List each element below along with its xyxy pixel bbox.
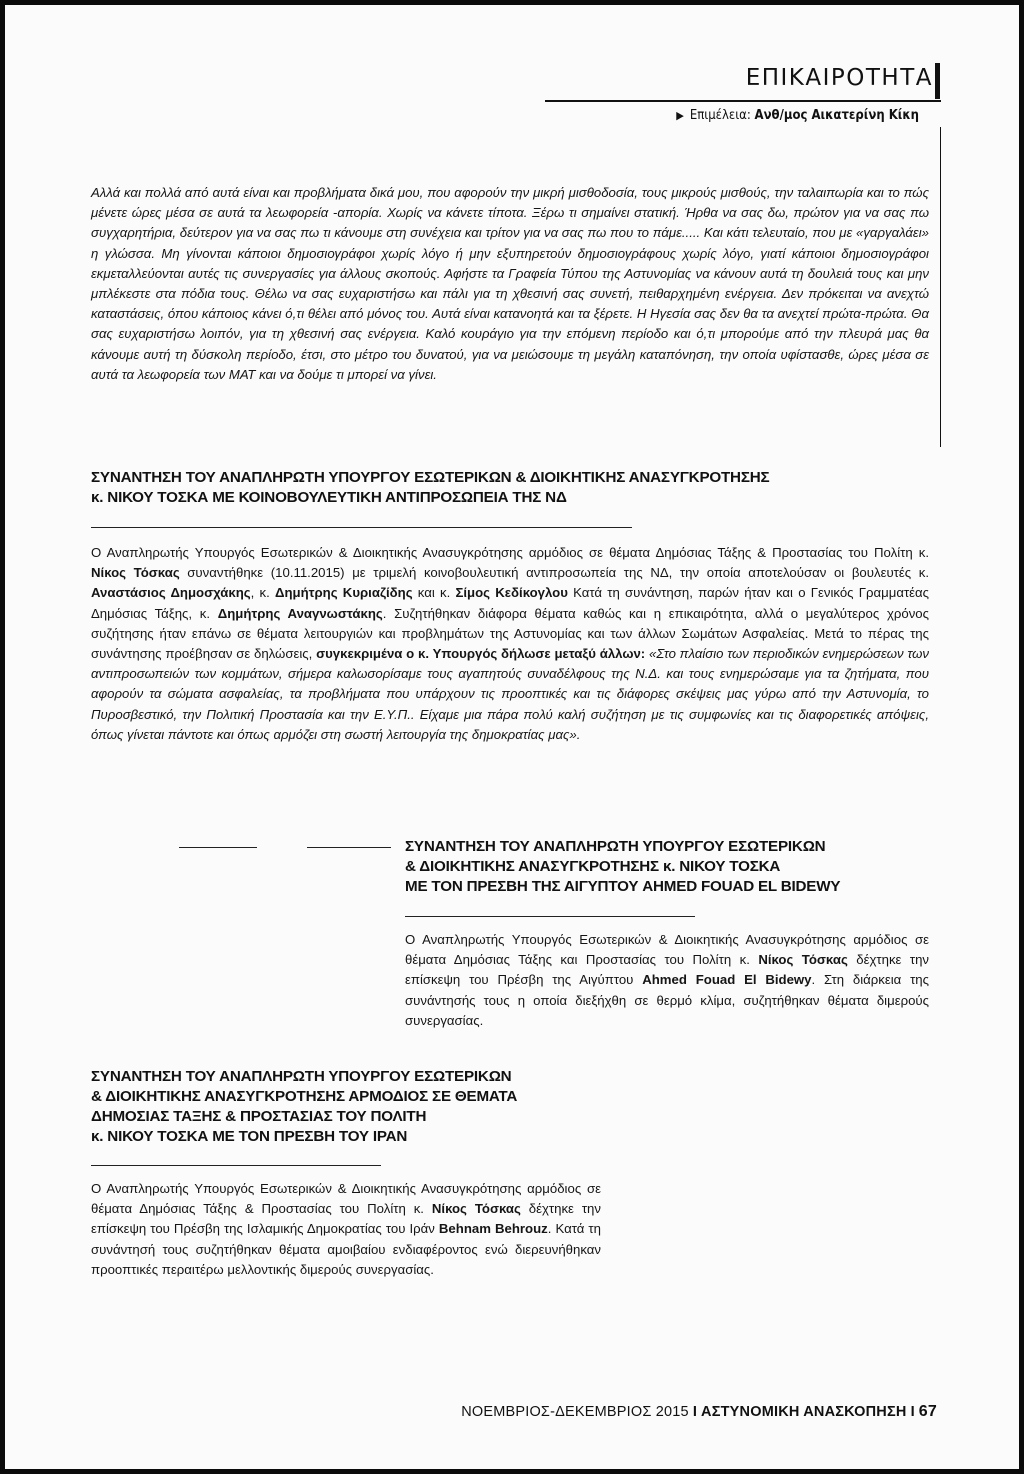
article2-heading-line2: & ΔΙΟΙΚΗΤΙΚΗΣ ΑΝΑΣΥΓΚΡΟΤΗΣΗΣ κ. ΝΙΚΟΥ ΤΟΣΚΑ [405,858,781,875]
article2-heading-line3: ΜΕ ΤΟΝ ΠΡΕΣΒΗ ΤΗΣ ΑΙΓΥΠΤΟΥ AHMED FOUAD EL BIDEWY [405,878,841,895]
article1-body [91,543,929,745]
article2-text: Ο Αναπληρωτής Υπουργός Εσωτερικών & Διοικητικής Ανασυγκρότησης αρμόδιος σε θέματα Δημόσιας Τάξης και Προστασίας του Πολίτη κ. [405,932,929,968]
article3-name-ambassador: Behnam Behrouz [438,1221,548,1237]
article1-heading-line1: ΣΥΝΑΝΤΗΣΗ ΤΟΥ ΑΝΑΠΛΗΡΩΤΗ ΥΠΟΥΡΓΟΥ ΕΣΩΤΕΡΙΚΩΝ & ΔΙΟΙΚΗΤΙΚΗΣ ΑΝΑΣΥΓΚΡΟΤΗΣΗΣ [91,469,770,486]
editor-credit [676,108,919,123]
article1-text: Κατά τη συνάντηση, παρών ήταν και ο Γενικός Γραμματέας Δημόσιας Τάξης, κ. [91,585,930,621]
footer-magazine: ΑΣΤΥΝΟΜΙΚΗ ΑΝΑΣΚΟΠΗΣΗ [701,1404,907,1420]
footer-separator: I [692,1404,698,1420]
section-title: ΕΠΙΚΑΙΡΟΤΗΤΑ [745,65,933,91]
header-rule [545,100,941,102]
article3-text: . Κατά τη συνάντησή τους συζητήθηκαν θέματα αμοιβαίου ενδιαφέροντος ενώ διερευνήθηκαν προοπτικές περαιτέρω μελλοντικής διμερούς συνεργασίας. [91,1221,601,1277]
article2-heading [405,837,945,897]
article1-name-toskas: Νίκος Τόσκας [91,565,180,581]
article3-name-toskas: Νίκος Τόσκας [431,1201,521,1217]
intro-paragraph: Αλλά και πολλά από αυτά είναι και προβλήματα δικά μου, που αφορούν την μικρή μισθοδοσία, τους μικρούς μισθούς, την ταλαιπωρία και το πώς μένετε ώρες μέσα σε αυτά τα λεωφορεία -απορία. Χωρίς να κάνετε τίποτα. Ξέρω τι σημαίνει στατική. Ήρθα να σας δω, πρώτον για να σας πω συγχαρητήρια, δεύτερον για να σας πω τι κάνουμε στη συνέχεια και τρίτον για να σας πω που το πάμε..... Και κάτι τελευταίο, που με «γαργαλάει» η γλώσσα. Μη γίνονται κάποιοι δημοσιογράφοι χωρίς λόγο ή μην εξυπηρετούν δημοσιογράφους χωρίς λόγο, γιατί κάποιοι δημοσιογράφοι εκμεταλλεύονται αυτές τις συνεργασίες για άλλους σκοπούς. Αφήστε τα Γραφεία Τύπου της Αστυνομίας να κάνουν αυτά τη δουλειά τους και μην μπλέκεστε στα πόδια τους. Θέλω να σας ευχαριστήσω και πάλι για τη χθεσινή σας συνετή, πειθαρχημένη ενέργεια. Δεν πρόκειται να ανεχτώ καταστάσεις, όπου κάποιος κάνει ό,τι θέλει από μόνος του. Αυτά είναι κατανοητά και τα ξέρετε. Η Ηγεσία σας δεν θα τα ανεχτεί πρώτα-πρώτα. Θα σας ευχαριστήσω λοιπόν, για τη χθεσινή σας ενέργεια. Καλό κουράγιο για την επόμενη περίοδο και ό,τι μπορούμε από την πλευρά μας θα κάνουμε αυτή τη δύσκολη περίοδο, έτσι, στο μέτρο του δυνατού, για να μειώσουμε τη μεγάλη καταπόνηση, την οποία υφίστασθε, ώρες μέσα σε αυτά τα λεωφορεία των ΜΑΤ και να δούμε τι μπορεί να γίνει. [91,185,929,382]
article1-name-dimosxakis: Αναστάσιος Δημοσχάκης [91,585,251,601]
article2-text: δέχτηκε την επίσκεψη του Πρέσβη της Αιγύπτου [405,952,929,988]
article2-rule [405,916,695,917]
article3-heading-line3: ΔΗΜΟΣΙΑΣ ΤΑΞΗΣ & ΠΡΟΣΤΑΣΙΑΣ ΤΟΥ ΠΟΛΙΤΗ [91,1108,427,1125]
article3-heading-line1: ΣΥΝΑΝΤΗΣΗ ΤΟΥ ΑΝΑΠΛΗΡΩΤΗ ΥΠΟΥΡΓΟΥ ΕΣΩΤΕΡΙΚΩΝ [91,1068,512,1085]
article1-quote: «Στο πλαίσιο των περιοδικών ενημερώσεων των αντιπροσωπειών των κομμάτων, σήμερα καλωσορίσαμε τους αγαπητούς συναδέλφους της Ν.Δ. και τους ενημερώσαμε για τα ζητήματα, που αφορούν τα σώματα ασφαλείας, τα προβλήματα που υπάρχουν τις προοπτικές και τις διάφορες σκέψεις μας γύρω από την Αστυνομία, το Πυροσβεστικό, την Πολιτική Προστασία και την Ε.Υ.Π.. Είχαμε μια πάρα πολύ καλή συζήτηση με τις συμφωνίες και τις διαφορετικές απόψεις, όπως γίνεται πάντοτε και όπως αρμόζει στη σωστή λειτουργία της δημοκρατίας μας». [91,646,930,742]
footer-issue: ΝΟΕΜΒΡΙΟΣ-ΔΕΚΕΜΒΡΙΟΣ 2015 [461,1404,689,1420]
article1-name-kyriazidis: Δημήτρης Κυριαζίδης [274,585,413,601]
column-rule [940,127,941,447]
article1-minister-statement-lead: συγκεκριμένα ο κ. Υπουργός δήλωσε μεταξύ άλλων: [316,646,646,662]
article2-name-ambassador: Ahmed Fouad El Bidewy [642,972,812,988]
page-number: 67 [918,1403,937,1420]
article2-text: . Στη διάρκεια της συνάντησής τους η οποία διεξήχθη σε θερμό κλίμα, συζητήθηκαν θέματα διμερούς συνεργασίας. [405,972,929,1028]
page-footer [461,1403,937,1421]
article1-text: συναντήθηκε (10.11.2015) με τριμελή κοινοβουλευτική αντιπροσωπεία της ΝΔ, την οποία αποτελούσαν οι βουλευτές κ. [179,565,929,581]
article1-text: Ο Αναπληρωτής Υπουργός Εσωτερικών & Διοικητικής Ανασυγκρότησης αρμόδιος σε θέματα Δημόσιας Τάξης & Προστασίας του Πολίτη κ. [91,545,929,560]
article3-heading-line4: κ. ΝΙΚΟΥ ΤΟΣΚΑ ΜΕ ΤΟΝ ΠΡΕΣΒΗ ΤΟΥ ΙΡΑΝ [91,1128,408,1145]
article1-name-anagnostakis: Δημήτρης Αναγνωστάκης [217,605,383,621]
section-title-bar [935,63,940,99]
editor-prefix: Επιμέλεια: [689,108,751,123]
article1-text: και κ. [412,585,456,601]
article3-heading [91,1067,611,1147]
article3-body [91,1179,601,1280]
article1-text: , κ. [250,585,275,601]
article3-text: δέχτηκε την επίσκεψη του Πρέσβη της Ισλαμικής Δημοκρατίας του Ιράν [91,1201,601,1237]
divider-short-right [307,847,391,848]
article1-rule [91,527,632,528]
article3-heading-line2: & ΔΙΟΙΚΗΤΙΚΗΣ ΑΝΑΣΥΓΚΡΟΤΗΣΗΣ ΑΡΜΟΔΙΟΣ ΣΕ ΘΕΜΑΤΑ [91,1088,518,1105]
article1-text: . Συζητήθηκαν διάφορα θέματα καθώς και η επικαιρότητα, αλλά ο μεγαλύτερος χρόνος συζήτησης ήταν επάνω σε θέματα λειτουργιών και προβλημάτων της Αστυνομίας και των άλλων Σωμάτων Ασφαλείας. Μετά το πέρας της συνάντησης προέβησαν σε δηλώσεις, [91,605,929,662]
article3-rule [91,1165,381,1166]
article2-name-toskas: Νίκος Τόσκας [758,952,848,968]
article2-heading-line1: ΣΥΝΑΝΤΗΣΗ ΤΟΥ ΑΝΑΠΛΗΡΩΤΗ ΥΠΟΥΡΓΟΥ ΕΣΩΤΕΡΙΚΩΝ [405,838,826,855]
article1-heading-line2: κ. ΝΙΚΟΥ ΤΟΣΚΑ ΜΕ ΚΟΙΝΟΒΟΥΛΕΥΤΙΚΗ ΑΝΤΙΠΡΟΣΩΠΕΙΑ ΤΗΣ ΝΔ [91,489,567,506]
arrow-icon: ▶ [676,109,684,122]
article1-name-kedikoglou: Σίμος Κεδίκογλου [455,585,568,601]
article3-text: Ο Αναπληρωτής Υπουργός Εσωτερικών & Διοικητικής Ανασυγκρότησης αρμόδιος σε θέματα Δημόσιας Τάξης & Προστασίας του Πολίτη κ. [91,1181,601,1217]
divider-short-left [179,847,257,848]
article2-body [405,930,929,1031]
article1-heading [91,468,951,508]
footer-separator: I [910,1404,915,1420]
editor-name: Ανθ/μος Αικατερίνη Κίκη [754,108,919,123]
